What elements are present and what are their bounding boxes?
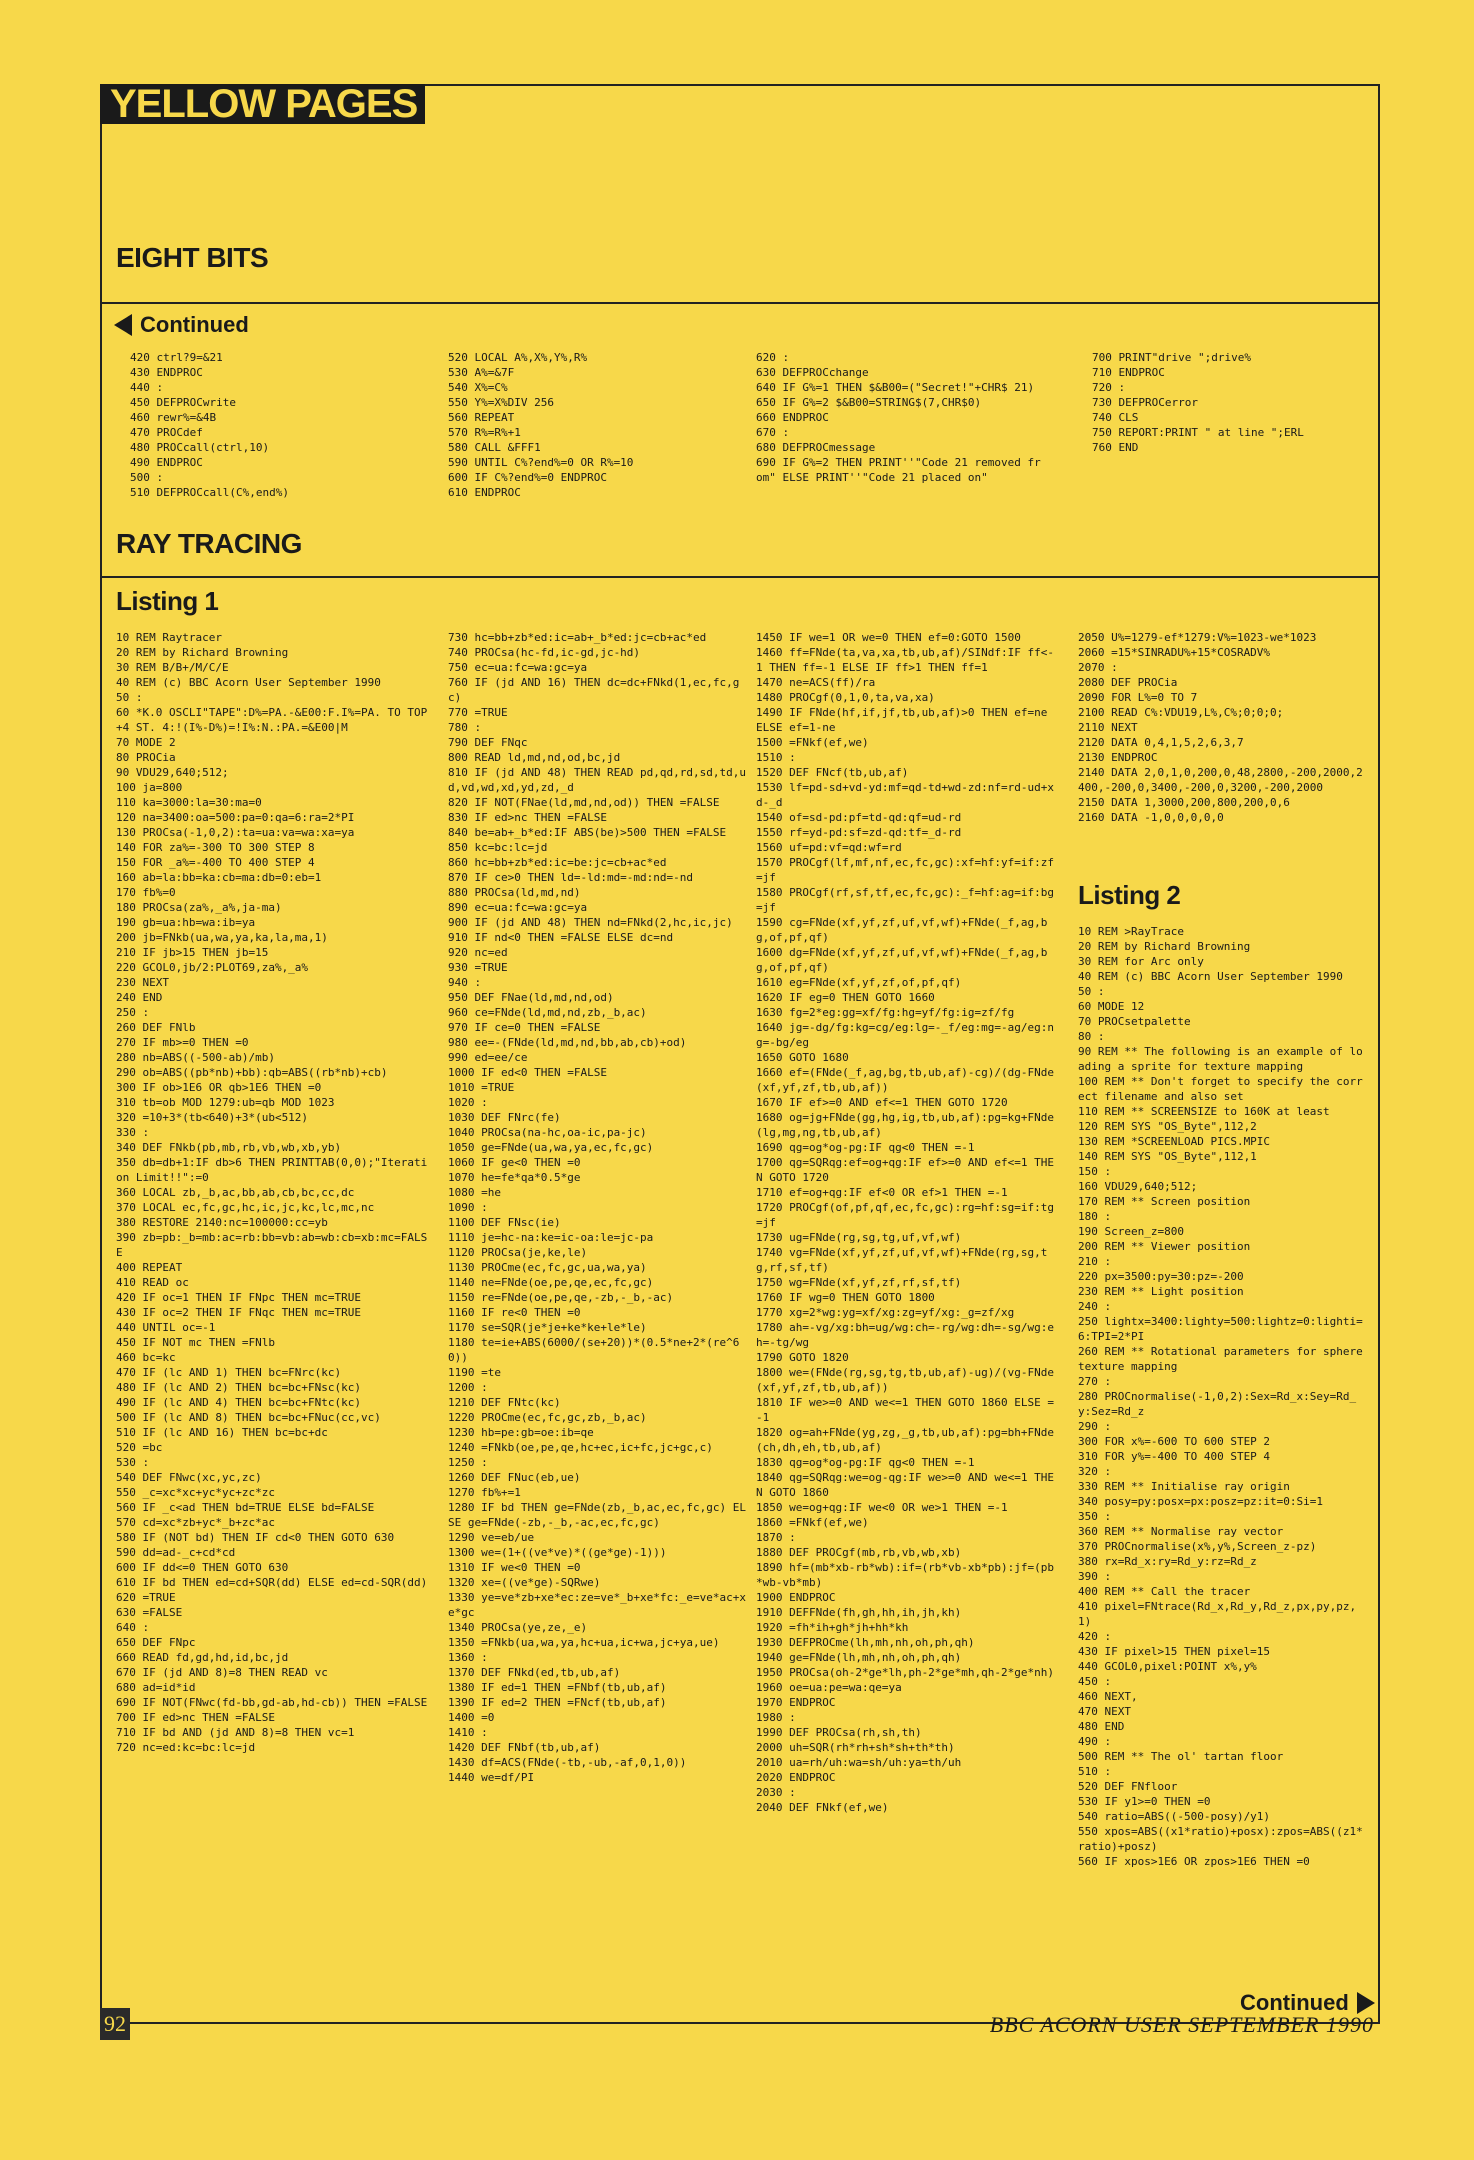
ray-tracing-title: RAY TRACING <box>116 528 302 559</box>
ray-tracing-code-col1: 10 REM Raytracer 20 REM by Richard Browning 30 REM B/B+/M/C/E 40 REM (c) BBC Acorn User September 1990 50 : 60 *K.0 OSCLI"TAPE":D%=PA.-&E00:F.I%=PA. TO TOP+4 ST. 4:!(I%-D%)=!I%:N.:PA.=&E00|M 70 MODE 2 80 PROCia 90 VDU29,640;512; 100 ja=800 110 ka=3000:la=30:ma=0 120 na=3400:oa=500:pa=0:qa=6:ra=2*PI 130 PROCsa(-1,0,2):ta=ua:va=wa:xa=ya 140 FOR za%=-300 TO 300 STEP 8 150 FOR _a%=-400 TO 400 STEP 4 160 ab=la:bb=ka:cb=ma:db=0:eb=1 170 fb%=0 180 PROCsa(za%,_a%,ja-ma) 190 gb=ua:hb=wa:ib=ya 200 jb=FNkb(ua,wa,ya,ka,la,ma,1) 210 IF jb>15 THEN jb=15 220 GCOL0,jb/2:PLOT69,za%,_a% 230 NEXT 240 END 250 : 260 DEF FNlb 270 IF mb>=0 THEN =0 280 nb=ABS((-500-ab)/mb) 290 ob=ABS((pb*nb)+bb):qb=ABS((rb*nb)+cb) 300 IF ob>1E6 OR qb>1E6 THEN =0 310 tb=ob MOD 1279:ub=qb MOD 1023 320 =10+3*(tb<640)+3*(ub<512) 330 : 340 DEF FNkb(pb,mb,rb,vb,wb,xb,yb) 350 db=db+1:IF db>6 THEN PRINTTAB(0,0);"Iteration Limit!!":=0 360 LOCAL zb,_b,ac,bb,ab,cb,bc,cc,dc 370 LOCAL ec,fc,gc,hc,ic,jc,kc,lc,mc,nc 380 RESTORE 2140:nc=100000:cc=yb 390 zb=pb:_b=mb:ac=rb:bb=vb:ab=wb:cb=xb:mc=FALSE 400 REPEAT 410 READ oc 420 IF oc=1 THEN IF FNpc THEN mc=TRUE 430 IF oc=2 THEN IF FNqc THEN mc=TRUE 440 UNTIL oc=-1 450 IF NOT mc THEN =FNlb 460 bc=kc 470 IF (lc AND 1) THEN bc=FNrc(kc) 480 IF (lc AND 2) THEN bc=bc+FNsc(kc) 490 IF (lc AND 4) THEN bc=bc+FNtc(kc) 500 IF (lc AND 8) THEN bc=bc+FNuc(cc,vc) 510 IF (lc AND 16) THEN bc=bc+dc 520 =bc 530 : 540 DEF FNwc(xc,yc,zc) 550 _c=xc*xc+yc*yc+zc*zc 560 IF _c<ad THEN bd=TRUE ELSE bd=FALSE 570 cd=xc*zb+yc*_b+zc*ac 580 IF (NOT bd) THEN IF cd<0 THEN GOTO 630 590 dd=ad-_c+cd*cd 600 IF dd<=0 THEN GOTO 630 610 IF bd THEN ed=cd+SQR(dd) ELSE ed=cd-SQR(dd) 620 =TRUE 630 =FALSE 640 : 650 DEF FNpc 660 READ fd,gd,hd,id,bc,jd 670 IF (jd AND 8)=8 THEN READ vc 680 ad=id*id 690 IF NOT(FNwc(fd-bb,gd-ab,hd-cb)) THEN =FALSE 700 IF ed>nc THEN =FALSE 710 IF bd AND (jd AND 8)=8 THEN vc=1 720 nc=ed:kc=bc:lc=jd <box>116 631 428 1754</box>
eight-bits-code-col4: 700 PRINT"drive ";drive% 710 ENDPROC 720 : 730 DEFPROCerror 740 CLS 750 REPORT:PRINT " at line ";ERL 760 END <box>1092 351 1304 454</box>
ray-tracing-code-col4-listing2: 10 REM >RayTrace 20 REM by Richard Browning 30 REM for Arc only 40 REM (c) BBC Acorn User September 1990 50 : 60 MODE 12 70 PROCsetpalette 80 : 90 REM ** The following is an example of loading a sprite for texture mapping 100 REM ** Don't forget to specify the correct filename and also set 110 REM ** SCREENSIZE to 160K at least 120 REM SYS "OS_Byte",112,2 130 REM *SCREENLOAD PICS.MPIC 140 REM SYS "OS_Byte",112,1 150 : 160 VDU29,640;512; 170 REM ** Screen position 180 : 190 Screen_z=800 200 REM ** Viewer position 210 : 220 px=3500:py=30:pz=-200 230 REM ** Light position 240 : 250 lightx=3400:lighty=500:lightz=0:lighti=6:TPI=2*PI 260 REM ** Rotational parameters for sphere texture mapping 270 : 280 PROCnormalise(-1,0,2):Sex=Rd_x:Sey=Rd_y:Sez=Rd_z 290 : 300 FOR x%=-600 TO 600 STEP 2 310 FOR y%=-400 TO 400 STEP 4 320 : 330 REM ** Initialise ray origin 340 posy=py:posx=px:posz=pz:it=0:Si=1 350 : 360 REM ** Normalise ray vector 370 PROCnormalise(x%,y%,Screen_z-pz) 380 rx=Rd_x:ry=Rd_y:rz=Rd_z 390 : 400 REM ** Call the tracer 410 pixel=FNtrace(Rd_x,Rd_y,Rd_z,px,py,pz,1) 420 : 430 IF pixel>15 THEN pixel=15 440 GCOL0,pixel:POINT x%,y% 450 : 460 NEXT, 470 NEXT 480 END 490 : 500 REM ** The ol' tartan floor 510 : 520 DEF FNfloor 530 IF y1>=0 THEN =0 540 ratio=ABS((-500-posy)/y1) 550 xpos=ABS((x1*ratio)+posx):zpos=ABS((z1*ratio)+posz) 560 IF xpos>1E6 OR zpos>1E6 THEN =0 <box>1078 925 1363 1868</box>
page-number: 92 <box>100 2008 130 2040</box>
continued-label: Continued <box>1240 1990 1349 2015</box>
eight-bits-title: EIGHT BITS <box>116 242 269 273</box>
section-divider-top <box>100 302 1380 304</box>
ray-tracing-code-col4-listing1: 2050 U%=1279-ef*1279:V%=1023-we*1023 2060 =15*SINRADU%+15*COSRADV% 2070 : 2080 DEF PROCia 2090 FOR L%=0 TO 7 2100 READ C%:VDU19,L%,C%;0;0;0; 2110 NEXT 2120 DATA 0,4,1,5,2,6,3,7 2130 ENDPROC 2140 DATA 2,0,1,0,200,0,48,2800,-200,2000,2400,-200,0,3400,-200,0,3200,-200,2000 2150 DATA 1,3000,200,800,200,0,6 2160 DATA -1,0,0,0,0,0 <box>1078 631 1363 824</box>
masthead: YELLOW PAGES <box>100 84 425 124</box>
listing2-title: Listing 2 <box>1078 880 1181 910</box>
eight-bits-continued <box>114 312 249 338</box>
section-divider-middle <box>100 576 1380 578</box>
listing1-title: Listing 1 <box>116 586 219 616</box>
eight-bits-code-col2: 520 LOCAL A%,X%,Y%,R% 530 A%=&7F 540 X%=C% 550 Y%=X%DIV 256 560 REPEAT 570 R%=R%+1 580 CALL &FFF1 590 UNTIL C%?end%=0 OR R%=10 600 IF C%?end%=0 ENDPROC 610 ENDPROC <box>448 351 634 499</box>
ray-tracing-code-col3: 1450 IF we=1 OR we=0 THEN ef=0:GOTO 1500 1460 ff=FNde(ta,va,xa,tb,ub,af)/SINdf:IF ff<-1 THEN ff=-1 ELSE IF ff>1 THEN ff=1 1470 ne=ACS(ff)/ra 1480 PROCgf(0,1,0,ta,va,xa) 1490 IF FNde(hf,if,jf,tb,ub,af)>0 THEN ef=ne ELSE ef=1-ne 1500 =FNkf(ef,we) 1510 : 1520 DEF FNcf(tb,ub,af) 1530 lf=pd-sd+vd-yd:mf=qd-td+wd-zd:nf=rd-ud+xd-_d 1540 of=sd-pd:pf=td-qd:qf=ud-rd 1550 rf=yd-pd:sf=zd-qd:tf=_d-rd 1560 uf=pd:vf=qd:wf=rd 1570 PROCgf(lf,mf,nf,ec,fc,gc):xf=hf:yf=if:zf=jf 1580 PROCgf(rf,sf,tf,ec,fc,gc):_f=hf:ag=if:bg=jf 1590 cg=FNde(xf,yf,zf,uf,vf,wf)+FNde(_f,ag,bg,of,pf,qf) 1600 dg=FNde(xf,yf,zf,uf,vf,wf)+FNde(_f,ag,bg,of,pf,qf) 1610 eg=FNde(xf,yf,zf,of,pf,qf) 1620 IF eg=0 THEN GOTO 1660 1630 fg=2*eg:gg=xf/fg:hg=yf/fg:ig=zf/fg 1640 jg=-dg/fg:kg=cg/eg:lg=-_f/eg:mg=-ag/eg:ng=-bg/eg 1650 GOTO 1680 1660 ef=(FNde(_f,ag,bg,tb,ub,af)-cg)/(dg-FNde(xf,yf,zf,tb,ub,af)) 1670 IF ef>=0 AND ef<=1 THEN GOTO 1720 1680 og=jg+FNde(gg,hg,ig,tb,ub,af):pg=kg+FNde(lg,mg,ng,tb,ub,af) 1690 qg=og*og-pg:IF qg<0 THEN =-1 1700 qg=SQRqg:ef=og+qg:IF ef>=0 AND ef<=1 THEN GOTO 1720 1710 ef=og+qg:IF ef<0 OR ef>1 THEN =-1 1720 PROCgf(of,pf,qf,ec,fc,gc):rg=hf:sg=if:tg=jf 1730 ug=FNde(rg,sg,tg,uf,vf,wf) 1740 vg=FNde(xf,yf,zf,uf,vf,wf)+FNde(rg,sg,tg,rf,sf,tf) 1750 wg=FNde(xf,yf,zf,rf,sf,tf) 1760 IF wg=0 THEN GOTO 1800 1770 xg=2*wg:yg=xf/xg:zg=yf/xg:_g=zf/xg 1780 ah=-vg/xg:bh=ug/wg:ch=-rg/wg:dh=-sg/wg:eh=-tg/wg 1790 GOTO 1820 1800 we=(FNde(rg,sg,tg,tb,ub,af)-ug)/(vg-FNde(xf,yf,zf,tb,ub,af)) 1810 IF we>=0 AND we<=1 THEN GOTO 1860 ELSE =-1 1820 og=ah+FNde(yg,zg,_g,tb,ub,af):pg=bh+FNde(ch,dh,eh,tb,ub,af) 1830 qg=og*og-pg:IF qg<0 THEN =-1 1840 qg=SQRqg:we=og-qg:IF we>=0 AND we<=1 THEN GOTO 1860 1850 we=og+qg:IF we<0 OR we>1 THEN =-1 1860 =FNkf(ef,we) 1870 : 1880 DEF PROCgf(mb,rb,vb,wb,xb) 1890 hf=(mb*xb-rb*wb):if=(rb*vb-xb*pb):jf=(pb*wb-vb*mb) 1900 ENDPROC 1910 DEFFNde(fh,gh,hh,ih,jh,kh) 1920 =fh*ih+gh*jh+hh*kh 1930 DEFPROCme(lh,mh,nh,oh,ph,qh) 1940 ge=FNde(lh,mh,nh,oh,ph,qh) 1950 PROCsa(oh-2*ge*lh,ph-2*ge*mh,qh-2*ge*nh) 1960 oe=ua:pe=wa:qe=ya 1970 ENDPROC 1980 : 1990 DEF PROCsa(rh,sh,th) 2000 uh=SQR(rh*rh+sh*sh+th*th) 2010 ua=rh/uh:wa=sh/uh:ya=th/uh 2020 ENDPROC 2030 : 2040 DEF FNkf(ef,we) <box>756 631 1055 1814</box>
arrow-left-icon <box>114 314 132 336</box>
ray-tracing-code-col2: 730 hc=bb+zb*ed:ic=ab+_b*ed:jc=cb+ac*ed 740 PROCsa(hc-fd,ic-gd,jc-hd) 750 ec=ua:fc=wa:gc=ya 760 IF (jd AND 16) THEN dc=dc+FNkd(1,ec,fc,gc) 770 =TRUE 780 : 790 DEF FNqc 800 READ ld,md,nd,od,bc,jd 810 IF (jd AND 48) THEN READ pd,qd,rd,sd,td,ud,vd,wd,xd,yd,zd,_d 820 IF NOT(FNae(ld,md,nd,od)) THEN =FALSE 830 IF ed>nc THEN =FALSE 840 be=ab+_b*ed:IF ABS(be)>500 THEN =FALSE 850 kc=bc:lc=jd 860 hc=bb+zb*ed:ic=be:jc=cb+ac*ed 870 IF ce>0 THEN ld=-ld:md=-md:nd=-nd 880 PROCsa(ld,md,nd) 890 ec=ua:fc=wa:gc=ya 900 IF (jd AND 48) THEN nd=FNkd(2,hc,ic,jc) 910 IF nd<0 THEN =FALSE ELSE dc=nd 920 nc=ed 930 =TRUE 940 : 950 DEF FNae(ld,md,nd,od) 960 ce=FNde(ld,md,nd,zb,_b,ac) 970 IF ce=0 THEN =FALSE 980 ee=-(FNde(ld,md,nd,bb,ab,cb)+od) 990 ed=ee/ce 1000 IF ed<0 THEN =FALSE 1010 =TRUE 1020 : 1030 DEF FNrc(fe) 1040 PROCsa(na-hc,oa-ic,pa-jc) 1050 ge=FNde(ua,wa,ya,ec,fc,gc) 1060 IF ge<0 THEN =0 1070 he=fe*qa*0.5*ge 1080 =he 1090 : 1100 DEF FNsc(ie) 1110 je=hc-na:ke=ic-oa:le=jc-pa 1120 PROCsa(je,ke,le) 1130 PROCme(ec,fc,gc,ua,wa,ya) 1140 ne=FNde(oe,pe,qe,ec,fc,gc) 1150 re=FNde(oe,pe,qe,-zb,-_b,-ac) 1160 IF re<0 THEN =0 1170 se=SQR(je*je+ke*ke+le*le) 1180 te=ie+ABS(6000/(se+20))*(0.5*ne+2*(re^60)) 1190 =te 1200 : 1210 DEF FNtc(kc) 1220 PROCme(ec,fc,gc,zb,_b,ac) 1230 hb=pe:gb=oe:ib=qe 1240 =FNkb(oe,pe,qe,hc+ec,ic+fc,jc+gc,c) 1250 : 1260 DEF FNuc(eb,ue) 1270 fb%+=1 1280 IF bd THEN ge=FNde(zb,_b,ac,ec,fc,gc) ELSE ge=FNde(-zb,-_b,-ac,ec,fc,gc) 1290 ve=eb/ue 1300 we=(1+((ve*ve)*((ge*ge)-1))) 1310 IF we<0 THEN =0 1320 xe=((ve*ge)-SQRwe) 1330 ye=ve*zb+xe*ec:ze=ve*_b+xe*fc:_e=ve*ac+xe*gc 1340 PROCsa(ye,ze,_e) 1350 =FNkb(ua,wa,ya,hc+ua,ic+wa,jc+ya,ue) 1360 : 1370 DEF FNkd(ed,tb,ub,af) 1380 IF ed=1 THEN =FNbf(tb,ub,af) 1390 IF ed=2 THEN =FNcf(tb,ub,af) 1400 =0 1410 : 1420 DEF FNbf(tb,ub,af) 1430 df=ACS(FNde(-tb,-ub,-af,0,1,0)) 1440 we=df/PI <box>448 631 747 1784</box>
eight-bits-code-col1: 420 ctrl?9=&21 430 ENDPROC 440 : 450 DEFPROCwrite 460 rewr%=&4B 470 PROCdef 480 PROCcall(ctrl,10) 490 ENDPROC 500 : 510 DEFPROCcall(C%,end%) <box>130 351 289 499</box>
continued-label: Continued <box>140 312 249 337</box>
arrow-right-icon <box>1357 1992 1375 2014</box>
publication-footer: BBC ACORN USER SEPTEMBER 1990 <box>989 2012 1374 2037</box>
eight-bits-code-col3: 620 : 630 DEFPROCchange 640 IF G%=1 THEN $&B00=("Secret!"+CHR$ 21) 650 IF G%=2 $&B00=STRING$(7,CHR$0) 660 ENDPROC 670 : 680 DEFPROCmessage 690 IF G%=2 THEN PRINT''"Code 21 removed from" ELSE PRINT''"Code 21 placed on" <box>756 351 1041 484</box>
